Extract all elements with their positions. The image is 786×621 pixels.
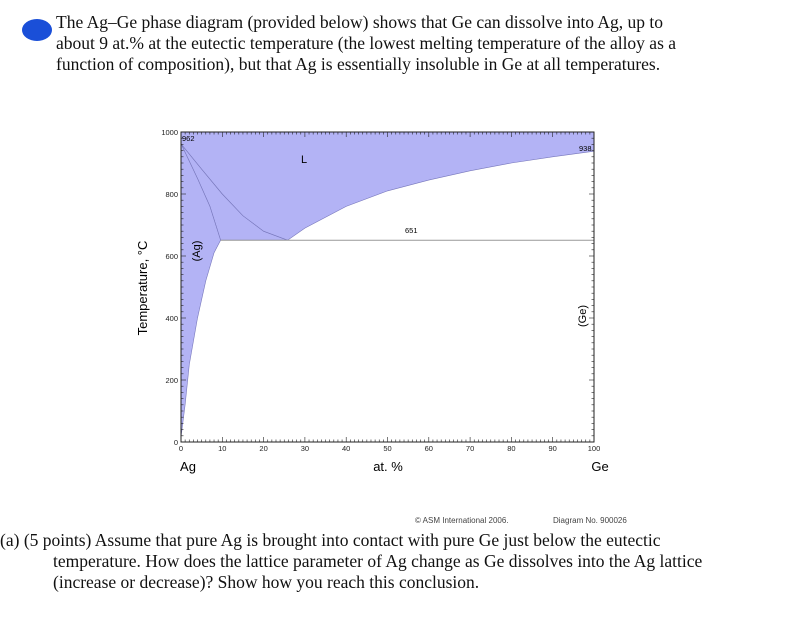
y-tick-label: 1000	[161, 128, 178, 137]
y-tick-label: 200	[165, 376, 178, 385]
y-tick-label: 800	[165, 190, 178, 199]
ag-phase-label: (Ag)	[191, 240, 203, 262]
x-tick-label: 90	[548, 444, 557, 453]
x-tick-label: 30	[300, 444, 310, 453]
ge-phase-label: (Ge)	[577, 305, 589, 327]
liquid-region-label: L	[301, 154, 308, 166]
region-layer	[181, 132, 594, 442]
question-line-2: temperature. How does the lattice parameter of Ag change as Ge dissolves into the Ag lattice	[53, 551, 703, 571]
ge-melting-label: 938	[579, 144, 592, 153]
right-component-label: Ge	[591, 459, 609, 474]
question-a	[0, 530, 780, 593]
x-tick-label: 20	[259, 444, 268, 453]
x-tick-label: 10	[218, 444, 227, 453]
x-tick-label: 60	[424, 444, 433, 453]
intro-line-1: The Ag–Ge phase diagram (provided below) shows that Ge can dissolve into Ag, up to	[56, 12, 664, 32]
x-tick-label: 40	[342, 444, 351, 453]
x-tick-label: 50	[383, 444, 392, 453]
x-axis-label: at. %	[373, 459, 403, 474]
question-line-1: (5 points) Assume that pure Ag is brought into contact with pure Ge just below the eutectic	[23, 530, 661, 550]
intro-line-2: about 9 at.% at the eutectic temperature (the lowest melting temperature of the alloy as a	[56, 33, 677, 53]
intro-line-3: function of composition), but that Ag is essentially insoluble in Ge at all temperatures.	[56, 54, 661, 74]
question-label: (a)	[0, 530, 20, 550]
y-tick-label: 600	[165, 252, 178, 261]
y-tick-label: 400	[165, 314, 178, 323]
credit-text: © ASM International 2006.	[415, 516, 509, 525]
question-line-3: (increase or decrease)? Show how you reach this conclusion.	[53, 572, 480, 592]
x-tick-label: 100	[587, 444, 601, 453]
y-tick-label: 0	[173, 438, 178, 447]
y-axis-label: Temperature, °C	[135, 240, 150, 336]
x-tick-label: 70	[465, 444, 475, 453]
x-tick-label: 80	[507, 444, 516, 453]
ag-melting-label: 962	[182, 134, 195, 143]
x-tick-label: 0	[178, 444, 184, 453]
diagram-number-text: Diagram No. 900026	[553, 516, 627, 525]
left-component-label: Ag	[180, 459, 196, 474]
eutectic-temp-label: 651	[405, 226, 418, 235]
